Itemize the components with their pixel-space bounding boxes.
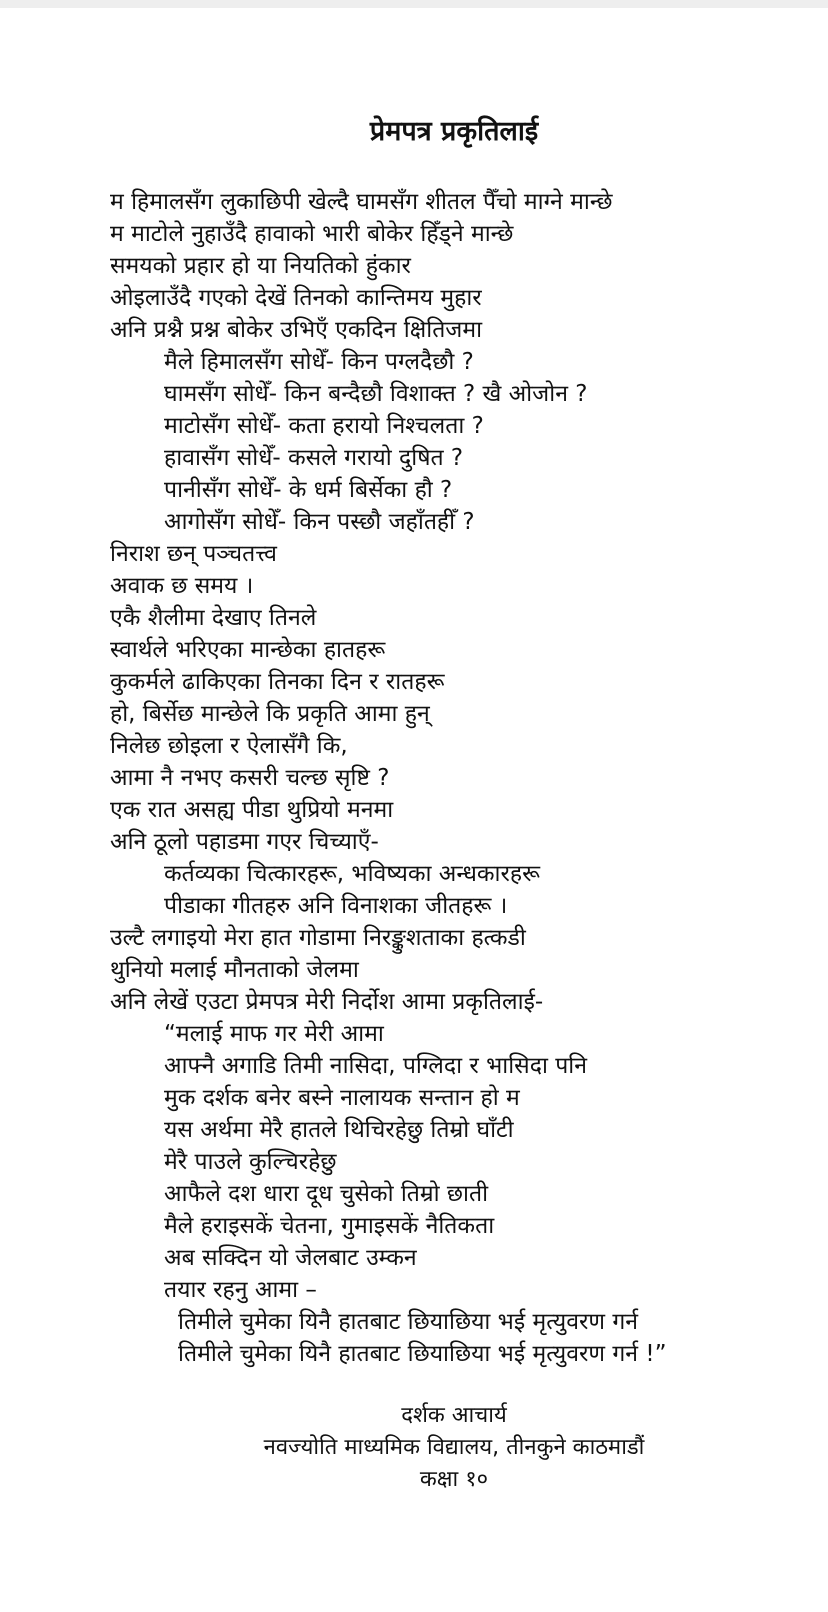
poem-line: थुनियो मलाई मौनताको जेलमा [110,957,359,983]
poem-line: पीडाका गीतहरु अनि विनाशका जीतहरू । [164,893,508,919]
poem-line: “मलाई माफ गर मेरी आमा [164,1021,384,1047]
poem-line: पानीसँग सोधेँ- के धर्म बिर्सेका हौ ? [164,477,453,503]
poem-line: अब सक्दिन यो जेलबाट उम्कन [164,1245,417,1271]
poem-line: समयको प्रहार हो या नियतिको हुंकार [110,253,411,279]
poem-line: मैले हिमालसँग सोधेँ- किन पग्लदैछौ ? [164,349,474,375]
poem-line: हावासँग सोधेँ- कसले गरायो दुषित ? [164,445,464,471]
poem-line: तिमीले चुमेका यिनै हातबाट छियाछिया भई मृत्युवरण गर्न [178,1309,639,1335]
poem-line: म माटोले नुहाउँदै हावाको भारी बोकेर हिँड्ने मान्छे [110,221,514,247]
poem-line: उल्टै लगाइयो मेरा हात गोडामा निरङ्कुशताका हत्कडी [110,925,526,951]
poem-line: अवाक छ समय । [110,573,254,599]
poem-line: कर्तव्यका चित्कारहरू, भविष्यका अन्धकारहरू [164,861,540,887]
poem-line: माटोसँग सोधेँ- कता हरायो निश्चलता ? [164,413,484,439]
poem-line: म हिमालसँग लुकाछिपी खेल्दै घामसँग शीतल पैँचो माग्ने मान्छे [110,189,613,215]
poem-line: स्वार्थले भरिएका मान्छेका हातहरू [110,637,386,663]
poem-line: एक रात असह्य पीडा थुप्रियो मनमा [110,797,394,823]
school-name: नवज्योति माध्यमिक विद्यालय, तीनकुने काठमाडौं [263,1435,645,1460]
poem-line: निराश छन् पञ्चतत्त्व [110,541,277,567]
top-strip [0,0,828,8]
poem-line: घामसँग सोधेँ- किन बन्दैछौ विशाक्त ? खै ओजोन ? [164,381,588,407]
poem-line: हो, बिर्सेछ मान्छेले कि प्रकृति आमा हुन् [110,701,430,727]
signature-block [0,1400,828,1496]
poem-line: आगोसँग सोधेँ- किन पस्छौ जहाँतहीँ ? [164,509,475,535]
poem-line: तयार रहनु आमा – [164,1277,317,1303]
poem-line: आफ्नै अगाडि तिमी नासिदा, पग्लिदा र भासिदा पनि [164,1053,587,1079]
poem-line: अनि लेखें एउटा प्रेमपत्र मेरी निर्दोश आमा प्रकृतिलाई- [110,989,544,1015]
poem-line: अनि ठूलो पहाडमा गएर चिच्याएँ- [110,829,379,855]
poem-line: निलेछ छोइला र ऐलासँगै कि, [110,733,348,759]
grade: कक्षा १० [419,1467,489,1492]
poem-line: मेरै पाउले कुल्चिरहेछु [164,1149,337,1175]
poem-line: आफैले दश धारा दूध चुसेको तिम्रो छाती [164,1181,489,1207]
poem-line: कुकर्मले ढाकिएका तिनका दिन र रातहरू [110,669,445,695]
poem-line: यस अर्थमा मेरै हातले थिचिरहेछु तिम्रो घाँटी [164,1117,514,1143]
poem-line: मुक दर्शक बनेर बस्ने नालायक सन्तान हो म [164,1085,520,1111]
poem-title: प्रेमपत्र प्रकृतिलाई [369,116,539,147]
poem-line: अनि प्रश्नै प्रश्न बोकेर उभिएँ एकदिन क्षितिजमा [110,317,483,343]
author-name: दर्शक आचार्य [401,1403,507,1428]
poem-line: आमा नै नभए कसरी चल्छ सृष्टि ? [110,765,390,791]
poem-line: तिमीले चुमेका यिनै हातबाट छियाछिया भई मृत्युवरण गर्न !” [178,1341,667,1367]
poem-line: मैले हराइसकें चेतना, गुमाइसकें नैतिकता [164,1213,495,1239]
poem-line: एकै शैलीमा देखाए तिनले [110,605,317,631]
poem-body [110,186,820,1370]
poem-line: ओइलाउँदै गएको देखें तिनको कान्तिमय मुहार [110,285,482,311]
